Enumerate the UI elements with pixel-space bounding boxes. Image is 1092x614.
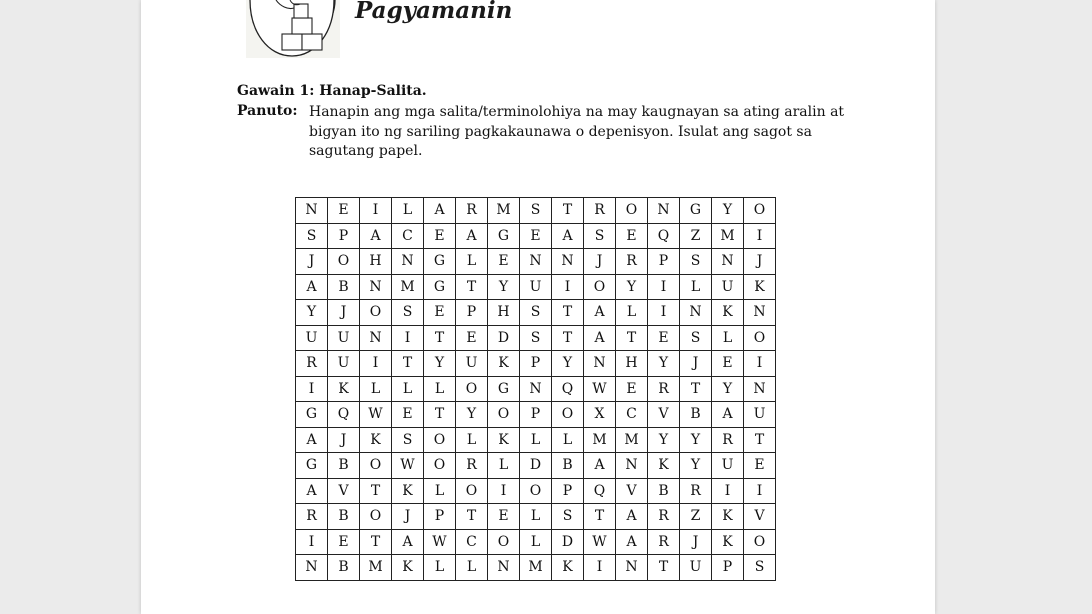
grid-cell: A <box>456 223 488 249</box>
grid-cell: S <box>392 300 424 326</box>
grid-cell: W <box>584 529 616 555</box>
grid-cell: P <box>712 555 744 581</box>
grid-cell: T <box>424 402 456 428</box>
grid-cell: Y <box>616 274 648 300</box>
grid-cell: N <box>584 351 616 377</box>
grid-cell: I <box>744 478 776 504</box>
grid-cell: T <box>360 529 392 555</box>
grid-cell: N <box>296 198 328 224</box>
section-logo <box>246 0 340 58</box>
grid-cell: U <box>456 351 488 377</box>
grid-cell: W <box>360 402 392 428</box>
grid-cell: P <box>552 478 584 504</box>
grid-cell: N <box>744 376 776 402</box>
grid-cell: K <box>744 274 776 300</box>
grid-cell: N <box>296 555 328 581</box>
grid-cell: Y <box>424 351 456 377</box>
grid-cell: T <box>552 198 584 224</box>
grid-cell: B <box>328 555 360 581</box>
grid-cell: T <box>424 325 456 351</box>
grid-cell: A <box>584 325 616 351</box>
grid-cell: T <box>648 555 680 581</box>
grid-cell: K <box>360 427 392 453</box>
grid-cell: E <box>616 376 648 402</box>
grid-cell: N <box>680 300 712 326</box>
grid-cell: A <box>424 198 456 224</box>
grid-cell: I <box>360 198 392 224</box>
grid-row <box>296 249 776 275</box>
grid-cell: O <box>520 478 552 504</box>
grid-cell: O <box>744 198 776 224</box>
grid-cell: T <box>552 300 584 326</box>
grid-cell: O <box>616 198 648 224</box>
grid-cell: L <box>616 300 648 326</box>
grid-cell: L <box>456 249 488 275</box>
grid-cell: E <box>712 351 744 377</box>
grid-cell: A <box>616 529 648 555</box>
grid-cell: B <box>680 402 712 428</box>
grid-cell: L <box>456 427 488 453</box>
grid-row <box>296 223 776 249</box>
grid-cell: V <box>648 402 680 428</box>
instruction-label: Panuto: <box>237 103 298 119</box>
grid-cell: E <box>392 402 424 428</box>
grid-cell: K <box>488 427 520 453</box>
grid-cell: U <box>712 453 744 479</box>
grid-cell: I <box>744 223 776 249</box>
grid-cell: M <box>584 427 616 453</box>
grid-cell: O <box>488 402 520 428</box>
grid-cell: C <box>616 402 648 428</box>
grid-cell: O <box>744 325 776 351</box>
grid-cell: L <box>488 453 520 479</box>
grid-cell: K <box>712 504 744 530</box>
grid-cell: M <box>392 274 424 300</box>
grid-cell: G <box>680 198 712 224</box>
grid-cell: T <box>680 376 712 402</box>
grid-cell: D <box>520 453 552 479</box>
grid-cell: R <box>648 529 680 555</box>
grid-cell: O <box>456 478 488 504</box>
grid-cell: A <box>616 504 648 530</box>
grid-cell: N <box>744 300 776 326</box>
grid-cell: K <box>328 376 360 402</box>
grid-cell: X <box>584 402 616 428</box>
grid-cell: N <box>616 555 648 581</box>
grid-row <box>296 427 776 453</box>
grid-cell: K <box>392 555 424 581</box>
grid-cell: H <box>616 351 648 377</box>
grid-cell: N <box>712 249 744 275</box>
grid-cell: S <box>520 198 552 224</box>
grid-cell: O <box>424 453 456 479</box>
grid-cell: N <box>616 453 648 479</box>
grid-cell: Z <box>680 504 712 530</box>
grid-cell: L <box>424 555 456 581</box>
grid-cell: Y <box>680 453 712 479</box>
grid-cell: A <box>392 529 424 555</box>
grid-cell: N <box>360 325 392 351</box>
grid-cell: S <box>744 555 776 581</box>
grid-cell: T <box>584 504 616 530</box>
grid-cell: Y <box>456 402 488 428</box>
grid-cell: P <box>648 249 680 275</box>
grid-cell: G <box>424 274 456 300</box>
grid-cell: O <box>328 249 360 275</box>
grid-cell: I <box>648 300 680 326</box>
grid-cell: B <box>552 453 584 479</box>
grid-cell: L <box>712 325 744 351</box>
grid-cell: Q <box>328 402 360 428</box>
grid-cell: S <box>520 325 552 351</box>
grid-cell: S <box>296 223 328 249</box>
grid-cell: J <box>584 249 616 275</box>
grid-cell: G <box>296 402 328 428</box>
grid-cell: P <box>520 402 552 428</box>
grid-cell: Z <box>680 223 712 249</box>
grid-row <box>296 529 776 555</box>
grid-cell: L <box>680 274 712 300</box>
grid-row <box>296 325 776 351</box>
grid-cell: S <box>552 504 584 530</box>
grid-cell: M <box>360 555 392 581</box>
grid-cell: J <box>328 300 360 326</box>
grid-row <box>296 376 776 402</box>
grid-cell: L <box>520 504 552 530</box>
grid-cell: G <box>488 376 520 402</box>
grid-cell: B <box>328 453 360 479</box>
grid-cell: C <box>456 529 488 555</box>
grid-cell: Y <box>680 427 712 453</box>
activity-heading: Gawain 1: Hanap-Salita. <box>237 83 427 99</box>
grid-cell: A <box>552 223 584 249</box>
grid-cell: T <box>456 274 488 300</box>
grid-cell: R <box>680 478 712 504</box>
grid-cell: L <box>392 198 424 224</box>
grid-cell: E <box>424 300 456 326</box>
grid-cell: T <box>392 351 424 377</box>
grid-row <box>296 274 776 300</box>
grid-cell: M <box>488 198 520 224</box>
grid-cell: R <box>648 504 680 530</box>
grid-cell: J <box>680 351 712 377</box>
grid-cell: B <box>328 274 360 300</box>
grid-cell: M <box>520 555 552 581</box>
grid-cell: E <box>488 504 520 530</box>
grid-cell: U <box>296 325 328 351</box>
blocks-illustration-icon <box>246 0 340 58</box>
grid-row <box>296 300 776 326</box>
grid-cell: R <box>616 249 648 275</box>
grid-cell: L <box>520 427 552 453</box>
grid-cell: U <box>520 274 552 300</box>
grid-cell: P <box>328 223 360 249</box>
grid-cell: A <box>584 453 616 479</box>
grid-cell: U <box>744 402 776 428</box>
grid-cell: R <box>584 198 616 224</box>
grid-cell: W <box>392 453 424 479</box>
grid-cell: J <box>296 249 328 275</box>
grid-cell: E <box>648 325 680 351</box>
grid-cell: C <box>392 223 424 249</box>
grid-cell: I <box>392 325 424 351</box>
grid-cell: E <box>744 453 776 479</box>
grid-cell: P <box>456 300 488 326</box>
grid-cell: P <box>520 351 552 377</box>
grid-cell: K <box>712 529 744 555</box>
grid-cell: R <box>296 504 328 530</box>
grid-cell: E <box>488 249 520 275</box>
grid-cell: Y <box>648 427 680 453</box>
grid-cell: N <box>520 376 552 402</box>
grid-cell: Y <box>712 198 744 224</box>
grid-row <box>296 351 776 377</box>
grid-cell: O <box>360 453 392 479</box>
grid-cell: N <box>360 274 392 300</box>
grid-cell: E <box>616 223 648 249</box>
grid-cell: G <box>424 249 456 275</box>
grid-cell: S <box>392 427 424 453</box>
grid-cell: I <box>712 478 744 504</box>
grid-cell: K <box>712 300 744 326</box>
grid-cell: T <box>552 325 584 351</box>
grid-cell: V <box>744 504 776 530</box>
grid-cell: Y <box>552 351 584 377</box>
grid-cell: S <box>680 325 712 351</box>
instruction-text: Hanapin ang mga salita/terminolohiya na may kaugnayan sa ating aralin at bigyan ito ng sariling pagkakaunawa o depenisyon. Isulat ang sagot sa sagutang papel. <box>309 104 845 159</box>
grid-cell: O <box>360 504 392 530</box>
grid-cell: E <box>328 198 360 224</box>
grid-cell: K <box>392 478 424 504</box>
grid-cell: I <box>296 529 328 555</box>
section-title: Pagyamanin <box>355 0 513 24</box>
grid-cell: T <box>456 504 488 530</box>
grid-row <box>296 478 776 504</box>
grid-cell: D <box>552 529 584 555</box>
grid-cell: Y <box>488 274 520 300</box>
grid-cell: B <box>648 478 680 504</box>
grid-cell: A <box>296 478 328 504</box>
grid-cell: J <box>744 249 776 275</box>
grid-cell: A <box>296 427 328 453</box>
grid-cell: I <box>584 555 616 581</box>
grid-cell: L <box>424 376 456 402</box>
grid-cell: U <box>328 325 360 351</box>
grid-cell: L <box>552 427 584 453</box>
grid-cell: N <box>552 249 584 275</box>
grid-cell: L <box>456 555 488 581</box>
grid-cell: E <box>456 325 488 351</box>
grid-cell: W <box>584 376 616 402</box>
grid-cell: Y <box>296 300 328 326</box>
grid-cell: R <box>296 351 328 377</box>
grid-cell: O <box>424 427 456 453</box>
grid-cell: G <box>296 453 328 479</box>
grid-row <box>296 555 776 581</box>
grid-cell: A <box>584 300 616 326</box>
grid-row <box>296 453 776 479</box>
grid-cell: N <box>488 555 520 581</box>
grid-cell: Y <box>712 376 744 402</box>
grid-cell: I <box>360 351 392 377</box>
grid-cell: O <box>488 529 520 555</box>
grid-cell: O <box>360 300 392 326</box>
grid-cell: Q <box>648 223 680 249</box>
grid-cell: H <box>360 249 392 275</box>
grid-cell: R <box>648 376 680 402</box>
grid-cell: N <box>648 198 680 224</box>
grid-cell: E <box>424 223 456 249</box>
grid-cell: L <box>424 478 456 504</box>
grid-cell: J <box>328 427 360 453</box>
grid-cell: K <box>488 351 520 377</box>
grid-row <box>296 198 776 224</box>
grid-cell: Q <box>584 478 616 504</box>
grid-cell: D <box>488 325 520 351</box>
grid-cell: B <box>328 504 360 530</box>
grid-cell: O <box>552 402 584 428</box>
grid-cell: L <box>392 376 424 402</box>
grid-cell: T <box>744 427 776 453</box>
grid-cell: T <box>360 478 392 504</box>
grid-cell: Y <box>648 351 680 377</box>
grid-row <box>296 504 776 530</box>
grid-cell: S <box>680 249 712 275</box>
grid-cell: A <box>296 274 328 300</box>
grid-cell: M <box>616 427 648 453</box>
grid-cell: J <box>392 504 424 530</box>
grid-cell: A <box>360 223 392 249</box>
grid-cell: H <box>488 300 520 326</box>
grid-cell: K <box>648 453 680 479</box>
grid-cell: V <box>616 478 648 504</box>
grid-cell: I <box>744 351 776 377</box>
grid-cell: O <box>744 529 776 555</box>
grid-cell: U <box>328 351 360 377</box>
grid-cell: R <box>712 427 744 453</box>
grid-row <box>296 402 776 428</box>
grid-cell: E <box>520 223 552 249</box>
grid-cell: W <box>424 529 456 555</box>
grid-cell: N <box>392 249 424 275</box>
grid-cell: S <box>584 223 616 249</box>
grid-cell: U <box>680 555 712 581</box>
grid-cell: I <box>296 376 328 402</box>
grid-cell: U <box>712 274 744 300</box>
grid-cell: I <box>648 274 680 300</box>
word-search-grid <box>295 197 776 581</box>
grid-cell: R <box>456 198 488 224</box>
grid-cell: M <box>712 223 744 249</box>
grid-cell: T <box>616 325 648 351</box>
grid-cell: A <box>712 402 744 428</box>
grid-cell: I <box>488 478 520 504</box>
grid-cell: I <box>552 274 584 300</box>
grid-cell: S <box>520 300 552 326</box>
grid-cell: O <box>584 274 616 300</box>
grid-cell: K <box>552 555 584 581</box>
grid-cell: Q <box>552 376 584 402</box>
grid-cell: E <box>328 529 360 555</box>
grid-cell: L <box>520 529 552 555</box>
grid-cell: P <box>424 504 456 530</box>
grid-cell: N <box>520 249 552 275</box>
grid-cell: L <box>360 376 392 402</box>
grid-cell: O <box>456 376 488 402</box>
grid-cell: V <box>328 478 360 504</box>
grid-cell: G <box>488 223 520 249</box>
grid-cell: J <box>680 529 712 555</box>
grid-cell: R <box>456 453 488 479</box>
